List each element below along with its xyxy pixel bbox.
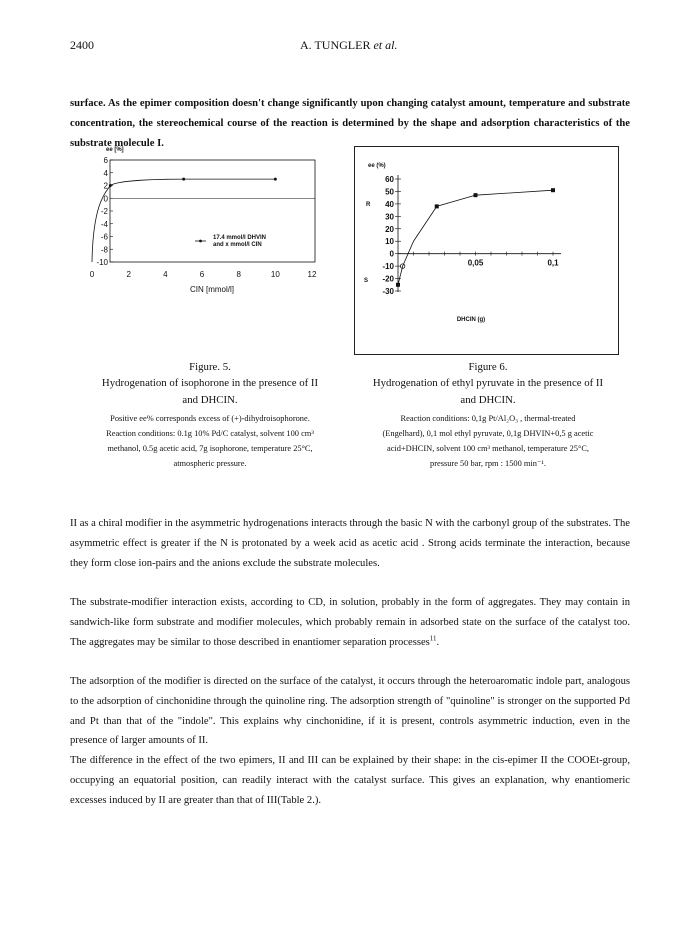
figure5-x-ticks (90, 270, 317, 279)
figure6-caption-line2: and DHCIN. (460, 394, 516, 406)
figure6-y-tick-label: 20 (385, 224, 394, 234)
figure6-y-tick-label: 40 (385, 199, 394, 209)
figure6-title: Figure 6. (468, 361, 508, 373)
figure5-data-point (274, 178, 277, 181)
figure5-x-tick-label: 2 (126, 270, 131, 279)
figure5-xlabel: CIN [mmol/l] (190, 285, 234, 294)
figure5-series-line (92, 179, 275, 262)
figure5-y-tick-label: -6 (100, 232, 108, 242)
figure6-y-tick-label: 50 (385, 187, 394, 197)
figure5-data-point (182, 178, 185, 181)
figure5-note4: atmospheric pressure. (173, 459, 247, 468)
figure6-caption-block (352, 361, 624, 471)
figure5-note2: Reaction conditions: 0.1g 10% Pd/C catalyst, solvent 100 cm³ (106, 429, 314, 438)
body-paragraph-3: The adsorption of the modifier is directed on the surface of the catalyst, it occurs through the heteroaromatic indole part, analogous to the adsorption of cinchonidine through the quinoline ring. The adsorption strength of "quinoline" is stronger on the supported Pd and Pt than that of the "indole". This explains why cinchonidine, if it is present, controls asymmetric induction, even in the presence of larger amounts of II. (70, 676, 630, 747)
body-paragraph-2-text: The substrate-modifier interaction exists, according to CD, in solution, probably in the form of aggregates. They may contain in sandwich-like form substrate and modifier molecules, which probably remain in adsorbed state on the surface of the catalyst too. The aggregates may be similar to those described in enantiomer separation processes (70, 597, 630, 648)
figure5-x-tick-label: 6 (199, 270, 205, 279)
figure5-chart (80, 140, 320, 300)
figure6-y-tick-label: 60 (385, 175, 394, 184)
figure5-y-tick-label: -10 (96, 258, 108, 267)
reference-superscript: 11 (429, 634, 437, 643)
figure5-data-point (109, 184, 112, 187)
figure5-legend-line1: 17.4 mmol/l DHVIN (213, 235, 267, 241)
figure5-x-tick-label: 10 (270, 270, 280, 279)
figure5-x-tick-label: 12 (307, 270, 317, 279)
body-paragraph-2-end: . (436, 636, 440, 648)
figure5-y-tick-label: 4 (103, 168, 108, 178)
body-paragraph-4: The difference in the effect of the two epimers, II and III can be explained by their shape: in the cis-epimer II the COOEt-group, occupying an equatorial position, can readily interact with the catalyst surface. This gives an explanation, why enantiomeric excesses induced by II are greater than that of III(Table 2.). (70, 755, 630, 806)
page-number: 2400 (70, 38, 94, 52)
figure6-x-tick-label: 0,05 (467, 258, 484, 268)
figure5-y-tick-label: -2 (100, 207, 108, 216)
figure6-data-point (396, 283, 400, 287)
author-name: A. TUNGLER (300, 38, 371, 52)
figure5-x-tick-label: 0 (89, 270, 95, 279)
figure5-y-tick-label: 2 (103, 181, 108, 191)
figure6-note1: Reaction conditions: 0,1g Pt/Al₂O₃ , thermal-treated (400, 414, 576, 423)
figure5-caption-line2: and DHCIN. (182, 394, 238, 406)
figure5-caption-block (70, 361, 350, 471)
figure6-y-tick-label: -30 (382, 287, 394, 296)
intro-paragraph: surface. As the epimer composition doesn't change significantly upon changing catalyst amount, temperature and substrate concentration, the stereochemical course of the reaction is determined by the shape and adsorption characteristics of the substrate molecule I. (70, 98, 630, 149)
figure6-note3: acid+DHCIN, solvent 100 cm³ methanol, temperature 25°C, (387, 444, 589, 453)
figure5-series (92, 178, 277, 262)
body-paragraph-1: II as a chiral modifier in the asymmetric hydrogenations interacts through the basic N with the carbonyl group of the substrates. The asymmetric effect is greater if the N is protonated by a week acid as acetic acid . Strong acids terminate the interaction, because they form close ion-pairs and the anions exclude the substrate molecules. (70, 518, 630, 569)
figure5-note1: Positive ee% corresponds excess of (+)-dihydroisophorone. (110, 414, 310, 423)
figure6-y-tick-label: 30 (385, 212, 394, 222)
figure5-y-tick-label: 0 (103, 194, 108, 204)
body-paragraph-2 (70, 593, 630, 652)
figure5-y-tick-label: 6 (103, 156, 108, 165)
figure6-data-point (551, 188, 555, 192)
figure6-caption-line1: Hydrogenation of ethyl pyruvate in the presence of II (372, 377, 604, 389)
figure6-y-tick-label: 10 (385, 237, 394, 247)
figure6-axes (398, 175, 561, 292)
figure6-ylabel: ee (%) (368, 163, 386, 169)
figure6-xlabel: DHCIN (g) (456, 317, 486, 323)
figure6-x-tick-label: 0,1 (547, 258, 559, 268)
figure5-note3: methanol, 0.5g acetic acid, 7g isophorone, temperature 25°C, (107, 444, 313, 453)
figure6-note4: pressure 50 bar, rpm : 1500 min⁻¹. (430, 459, 546, 468)
figure5-legend-line2: and x mmol/l CIN (213, 242, 262, 248)
figure5-ylabel: ee [%] (106, 147, 124, 153)
figure6-y-tick-label: 0 (389, 249, 394, 259)
figure6-note2: (Engelhard), 0,1 mol ethyl pyruvate, 0,1g DHVIN+0,5 g acetic (382, 429, 594, 438)
figure6-series (396, 188, 555, 287)
figure5-y-tick-label: -8 (100, 245, 108, 255)
figure5-caption-line1: Hydrogenation of isophorone in the presence of II (101, 377, 319, 389)
figure5-y-ticks (96, 156, 113, 267)
figure5-x-tick-label: 8 (236, 270, 241, 279)
figure6-chart (356, 148, 618, 353)
figure6-y-tick-label: -20 (382, 274, 394, 284)
figure6-y-tick-label: -10 (382, 262, 394, 272)
figure5-legend-marker (199, 240, 202, 243)
figure6-ylabel-s: S (364, 278, 369, 284)
figure5-title: Figure. 5. (189, 361, 231, 373)
author-suffix: et al. (373, 38, 398, 52)
figure5-x-tick-label: 4 (163, 270, 168, 279)
figure6-data-point (435, 204, 439, 208)
figure5-legend (195, 235, 266, 248)
running-header (300, 38, 397, 53)
figure6-data-point (474, 193, 478, 197)
figure6-ylabel-r: R (366, 202, 371, 208)
figure5-y-tick-label: -4 (100, 219, 108, 229)
figure6-series-line (398, 190, 553, 285)
